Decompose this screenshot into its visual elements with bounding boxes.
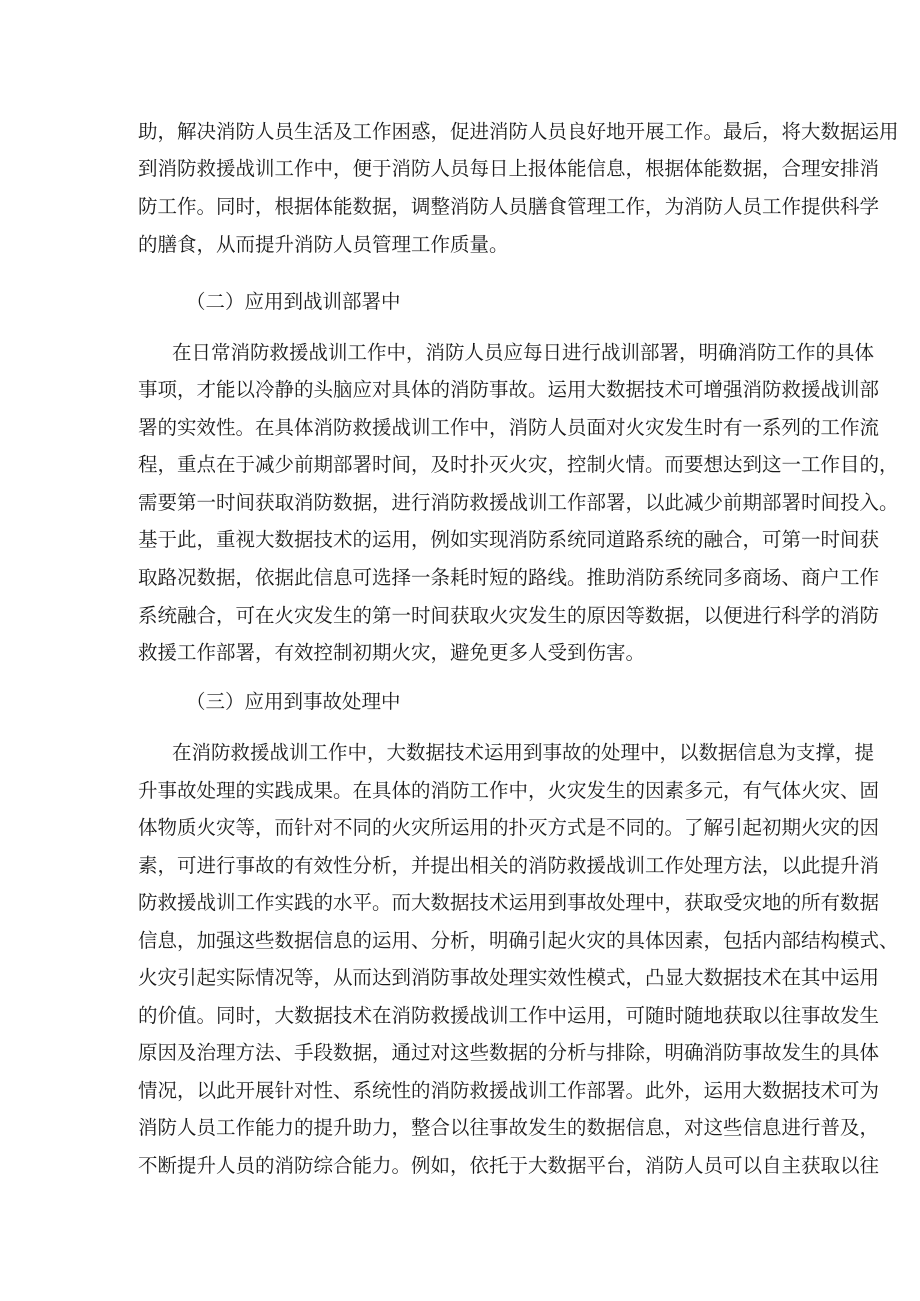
paragraph-line: 到消防救援战训工作中，便于消防人员每日上报体能信息，根据体能数据，合理安排消 (138, 157, 880, 180)
paragraph-line: 消防人员工作能力的提升助力，整合以往事故发生的数据信息，对这些信息进行普及， (138, 1116, 880, 1139)
paragraph-line: 需要第一时间获取消防数据，进行消防救援战训工作部署，以此减少前期部署时间投入。 (138, 491, 899, 514)
paragraph-line: 升事故处理的实践成果。在具体的消防工作中，火灾发生的因素多元，有气体火灾、固 (138, 779, 880, 802)
paragraph-line: 防工作。同时，根据体能数据，调整消防人员膳食管理工作，为消防人员工作提供科学 (138, 195, 880, 218)
paragraph-line: 在消防救援战训工作中，大数据技术运用到事故的处理中，以数据信息为支撑，提 (172, 741, 875, 764)
paragraph-line: 火灾引起实际情况等，从而达到消防事故处理实效性模式，凸显大数据技术在其中运用 (138, 966, 880, 989)
paragraph-line: 署的实效性。在具体消防救援战训工作中，消防人员面对火灾发生时有一系列的工作流 (138, 416, 880, 439)
paragraph-line: 的价值。同时，大数据技术在消防救援战训工作中运用，可随时随地获取以往事故发生 (138, 1004, 880, 1027)
paragraph-line: 事项，才能以冷静的头脑应对具体的消防事故。运用大数据技术可增强消防救援战训部 (138, 378, 880, 401)
paragraph-line: 素，可进行事故的有效性分析，并提出相关的消防救援战训工作处理方法，以此提升消 (138, 854, 880, 877)
paragraph-line: 原因及治理方法、手段数据，通过对这些数据的分析与排除，明确消防事故发生的具体 (138, 1041, 880, 1064)
paragraph-line: 助，解决消防人员生活及工作困惑，促进消防人员良好地开展工作。最后，将大数据运用 (138, 120, 899, 143)
paragraph-line: 的膳食，从而提升消防人员管理工作质量。 (138, 233, 509, 256)
paragraph-line: 救援工作部署，有效控制初期火灾，避免更多人受到伤害。 (138, 641, 646, 664)
paragraph-line: 在日常消防救援战训工作中，消防人员应每日进行战训部署，明确消防工作的具体 (172, 341, 875, 364)
paragraph-line: 信息，加强这些数据信息的运用、分析，明确引起火灾的具体因素，包括内部结构模式、 (138, 929, 899, 952)
paragraph-line: 程，重点在于减少前期部署时间，及时扑灭火灾，控制火情。而要想达到这一工作目的， (138, 453, 899, 476)
paragraph-line: 系统融合，可在火灾发生的第一时间获取火灾发生的原因等数据，以便进行科学的消防 (138, 604, 880, 627)
paragraph-line: 取路况数据，依据此信息可选择一条耗时短的路线。推助消防系统同多商场、商户工作 (138, 566, 880, 589)
paragraph-line: 情况，以此开展针对性、系统性的消防救援战训工作部署。此外，运用大数据技术可为 (138, 1079, 880, 1102)
section-heading-2: （二）应用到战训部署中 (186, 290, 401, 313)
paragraph-line: 防救援战训工作实践的水平。而大数据技术运用到事故处理中，获取受灾地的所有数据 (138, 891, 880, 914)
section-heading-3: （三）应用到事故处理中 (186, 690, 401, 713)
paragraph-line: 不断提升人员的消防综合能力。例如，依托于大数据平台，消防人员可以自主获取以往 (138, 1154, 880, 1177)
paragraph-line: 体物质火灾等，而针对不同的火灾所运用的扑灭方式是不同的。了解引起初期火灾的因 (138, 816, 880, 839)
paragraph-line: 基于此，重视大数据技术的运用，例如实现消防系统同道路系统的融合，可第一时间获 (138, 528, 880, 551)
